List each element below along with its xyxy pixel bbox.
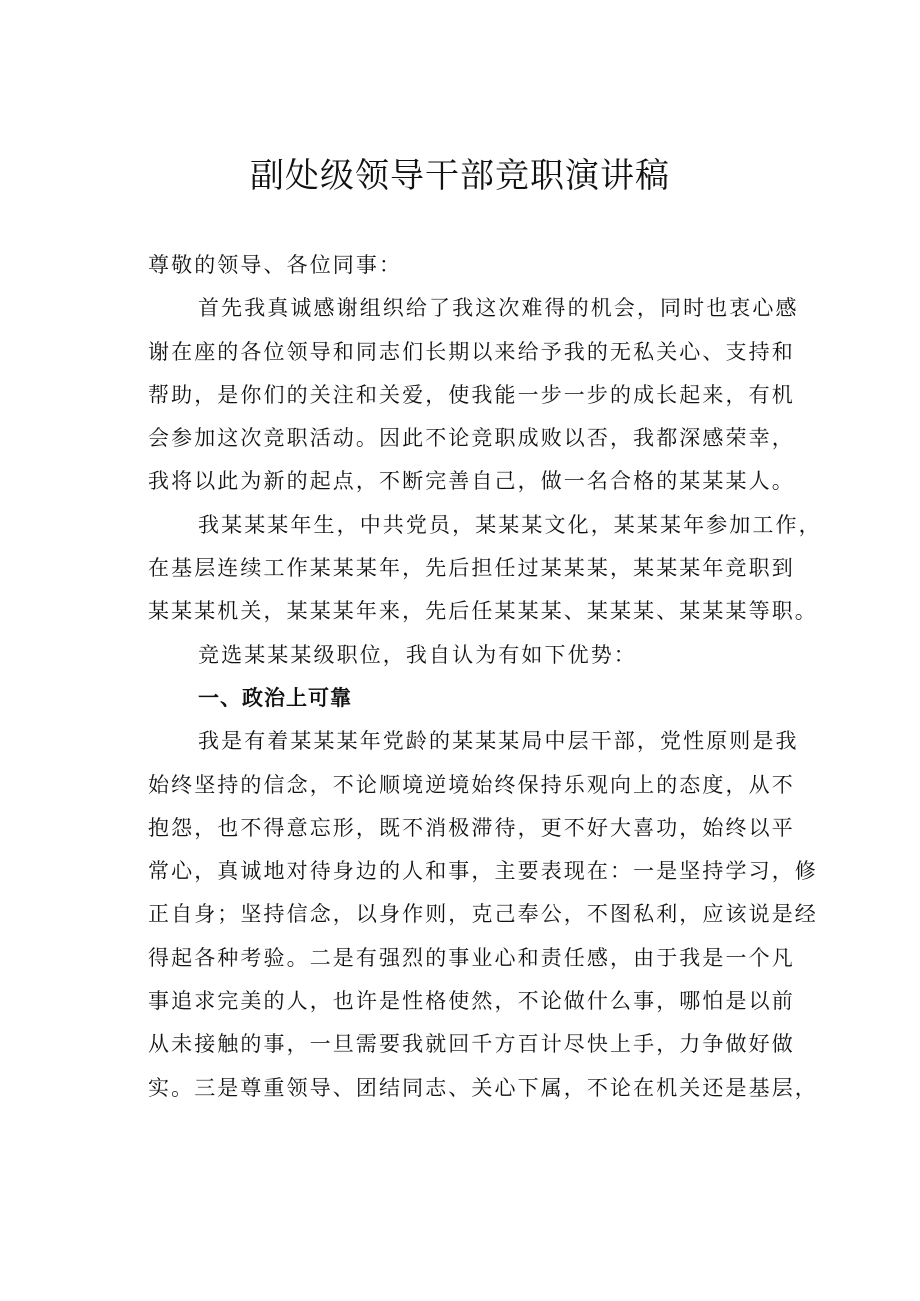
paragraph-line: 我某某某年生，中共党员，某某某文化，某某某年参加工作， <box>198 512 822 537</box>
paragraph-line: 在基层连续工作某某某年，先后担任过某某某，某某某年竞职到 <box>148 556 795 581</box>
document-body <box>148 244 822 1110</box>
paragraph-line: 得起各种考验。二是有强烈的事业心和责任感，由于我是一个凡 <box>148 945 795 970</box>
paragraph-line: 谢在座的各位领导和同志们长期以来给予我的无私关心、支持和 <box>148 339 795 364</box>
paragraph-line: 会参加这次竞职活动。因此不论竞职成败以否，我都深感荣幸， <box>148 426 795 451</box>
document-title: 副处级领导干部竞职演讲稿 <box>250 156 670 196</box>
paragraph-line: 抱怨，也不得意忘形，既不消极滞待，更不好大喜功，始终以平 <box>148 815 795 840</box>
paragraph-line: 从未接触的事，一旦需要我就回千方百计尽快上手，力争做好做 <box>148 1032 795 1057</box>
section-heading: 一、政治上可靠 <box>198 685 352 710</box>
paragraph-line: 事追求完美的人，也许是性格使然，不论做什么事，哪怕是以前 <box>148 989 795 1014</box>
paragraph-line: 实。三是尊重领导、团结同志、关心下属，不论在机关还是基层， <box>148 1075 818 1100</box>
paragraph-line: 常心，真诚地对待身边的人和事，主要表现在：一是坚持学习，修 <box>148 859 818 884</box>
paragraph-line: 某某某机关，某某某年来，先后任某某某、某某某、某某某等职。 <box>148 599 818 624</box>
paragraph-line: 始终坚持的信念，不论顺境逆境始终保持乐观向上的态度，从不 <box>148 772 795 797</box>
paragraph-line: 正自身；坚持信念，以身作则，克己奉公，不图私利，应该说是经 <box>148 902 818 927</box>
paragraph-line: 我将以此为新的起点，不断完善自己，做一名合格的某某某人。 <box>148 469 795 494</box>
paragraph-line: 我是有着某某某年党龄的某某某局中层干部，党性原则是我 <box>198 729 799 754</box>
paragraph-line: 竞选某某某级职位，我自认为有如下优势： <box>198 642 637 667</box>
salutation-line: 尊敬的领导、各位同事： <box>148 253 403 277</box>
paragraph-line: 帮助，是你们的关注和关爱，使我能一步一步的成长起来，有机 <box>148 382 795 407</box>
paragraph-line: 首先我真诚感谢组织给了我这次难得的机会，同时也衷心感 <box>198 296 799 321</box>
